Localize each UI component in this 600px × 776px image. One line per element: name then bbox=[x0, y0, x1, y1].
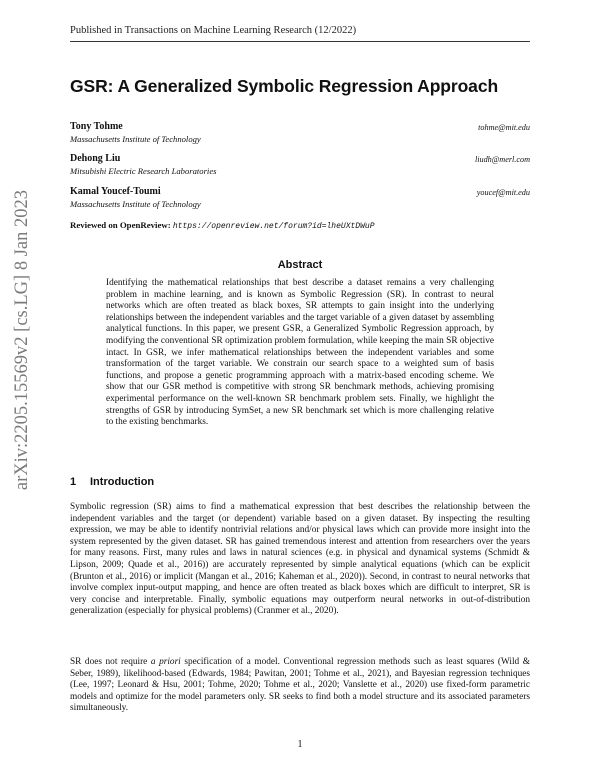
paragraph-text: SR does not require bbox=[70, 657, 151, 667]
section-heading bbox=[70, 476, 154, 488]
review-label: Reviewed on OpenReview: bbox=[70, 220, 171, 230]
author-affiliation: Mitsubishi Electric Research Laboratories bbox=[70, 166, 217, 176]
header-rule bbox=[70, 41, 530, 42]
section-title: Introduction bbox=[90, 476, 155, 488]
paragraph-text: specification of a model. Conventional regression methods such as least squares (Wild & Seber, 1989), likelihood-based (Edwards, 1984; Pawitan, 2001; Tohme et al., 2021), and Bayesian regression techniques (Lee, 1997; Leonard & Hsu, 2001; Tohme, 2020; Tohme et al., 2020; Vanslette et al., 2020) use fixed-form parametric models and optimize for the model parameters only. SR seeks to find both a model structure and its associated parameters simultaneously. bbox=[70, 657, 530, 714]
author-affiliation: Massachusetts Institute of Technology bbox=[70, 134, 201, 144]
author-email[interactable]: liudh@merl.com bbox=[474, 155, 530, 164]
arxiv-stamp bbox=[12, 190, 34, 550]
author-email[interactable]: tohme@mit.edu bbox=[478, 123, 530, 132]
author-name: Tony Tohme bbox=[70, 121, 123, 132]
intro-paragraph-1: Symbolic regression (SR) aims to find a mathematical expression that best describes the relationship between the independent variables and the target (or dependent) variable based on a given dataset. By inspecting the resulting expression, we may be able to identify nontrivial relations and/or physical laws which can provide more insight into the system represented by the given dataset. SR has gained tremendous interest and attention from researchers over the years for many reasons. First, many rules and laws in natural sciences (e.g. in physical and dynamical systems (Schmidt & Lipson, 2009; Quade et al., 2016)) are accurately represented by simple analytical equations (which can be explicit (Brunton et al., 2016) or implicit (Mangan et al., 2016; Kaheman et al., 2020)). Second, in contrast to neural networks that involve complex input-output mapping, and hence are often treated as black boxes which are difficult to interpret, SR is very concise and interpretable. Finally, symbolic equations may outperform neural networks in out-of-distribution generalization (especially for physical problems) (Cranmer et al., 2020). bbox=[70, 502, 530, 617]
abstract-heading: Abstract bbox=[277, 259, 323, 271]
author-affiliation: Massachusetts Institute of Technology bbox=[70, 199, 201, 209]
page-number: 1 bbox=[297, 739, 303, 750]
section-number: 1 bbox=[70, 476, 77, 488]
arxiv-identifier: arXiv:2205.15569v2 [cs.LG] 8 Jan 2023 bbox=[12, 190, 32, 491]
review-url-link[interactable]: https://openreview.net/forum?id=lheUXtDWuP bbox=[172, 222, 375, 231]
intro-paragraph-2 bbox=[70, 657, 530, 715]
journal-header: Published in Transactions on Machine Learning Research (12/2022) bbox=[70, 25, 357, 36]
abstract-text: Identifying the mathematical relationships that best describe a dataset remains a very challenging problem in machine learning, and is known as Symbolic Regression (SR). In contrast to neural networks which are often treated as black boxes, SR attempts to gain insight into the underlying relationships between the independent variables and the target variable of a given dataset by assembling analytical functions. In this paper, we present GSR, a Generalized Symbolic Regression approach, by modifying the conventional SR optimization problem formulation, while keeping the main SR objective intact. In GSR, we infer mathematical relationships between the independent variables and some transformation of the target variable. We constrain our search space to a weighted sum of basis functions, and propose a genetic programming approach with a matrix-based encoding scheme. We show that our GSR method is competitive with strong SR benchmark methods, achieving promising experimental performance on the well-known SR benchmark problem sets. Finally, we highlight the strengths of GSR by introducing SymSet, a new SR benchmark set which is more challenging relative to the existing benchmarks. bbox=[106, 278, 494, 428]
paper-title: GSR: A Generalized Symbolic Regression Approach bbox=[70, 76, 499, 96]
author-name: Kamal Youcef-Toumi bbox=[70, 186, 161, 197]
emphasis-text: a priori bbox=[150, 657, 181, 667]
author-email[interactable]: youcef@mit.edu bbox=[476, 188, 530, 197]
review-line bbox=[70, 220, 375, 231]
author-name: Dehong Liu bbox=[70, 153, 121, 164]
